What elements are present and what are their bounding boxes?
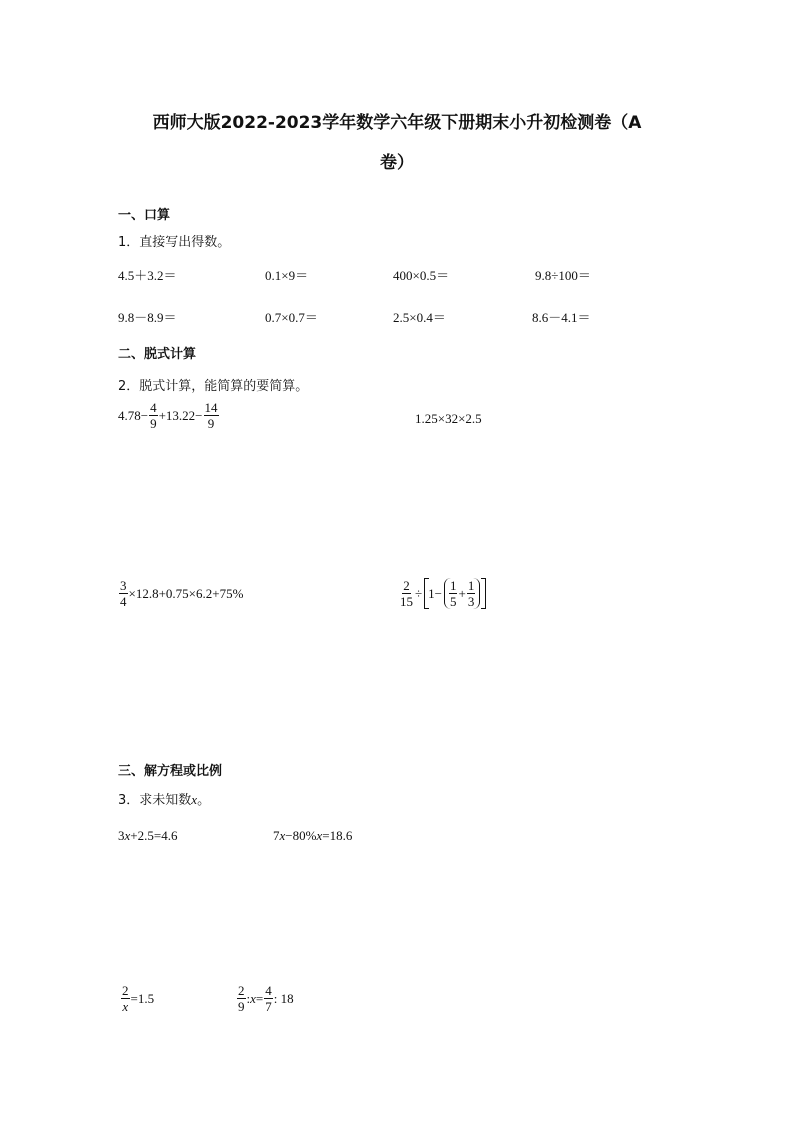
equation-3: $\frac{2}{x}$ =1.5 xyxy=(122,983,155,1014)
expression-2: 1.25×32×2.5 xyxy=(415,411,482,426)
oral-item: 8.6－4.1＝ xyxy=(532,310,591,325)
expression-4: $\frac{2}{15}$ ÷ 1− 1 5 + $\frac{1}{3}$ xyxy=(398,578,488,609)
expression-1: 4.78− $\frac{4}{9}$ +13.22− $\frac{14}{9}$ xyxy=(118,400,218,431)
section-heading-3: 三、解方程或比例 xyxy=(118,764,223,779)
oral-item: 0.7×0.7＝ xyxy=(265,310,318,325)
question-2: 2．脱式计算，能简算的要简算。 xyxy=(118,379,309,394)
page-title: 西师大版2022-2023学年数学六年级下册期末小升初检测卷（A xyxy=(152,113,642,133)
equation-4: 2 9 : x = $\frac{4}{7}$ : 18 xyxy=(238,983,294,1014)
oral-item: 4.5＋3.2＝ xyxy=(118,268,177,283)
oral-item: 9.8÷100＝ xyxy=(535,268,591,283)
question-3: 3．求未知数x。 xyxy=(118,792,211,808)
oral-item: 0.1×9＝ xyxy=(265,268,309,283)
oral-item: 9.8－8.9＝ xyxy=(118,310,177,325)
question-1: 1．直接写出得数。 xyxy=(118,235,231,250)
oral-item: 400×0.5＝ xyxy=(393,268,450,283)
equation-2: 7 x −80% x =18.6 xyxy=(273,828,353,843)
section-heading-2: 二、脱式计算 xyxy=(118,347,197,362)
expression-3: $\frac{3}{4}$ ×12.8+0.75×6.2+75% xyxy=(120,578,244,609)
equation-1: 3 x +2.5=4.6 xyxy=(118,828,178,843)
section-heading-1: 一、口算 xyxy=(118,208,171,223)
page-title-cont: 卷） xyxy=(380,153,414,173)
oral-item: 2.5×0.4＝ xyxy=(393,310,446,325)
